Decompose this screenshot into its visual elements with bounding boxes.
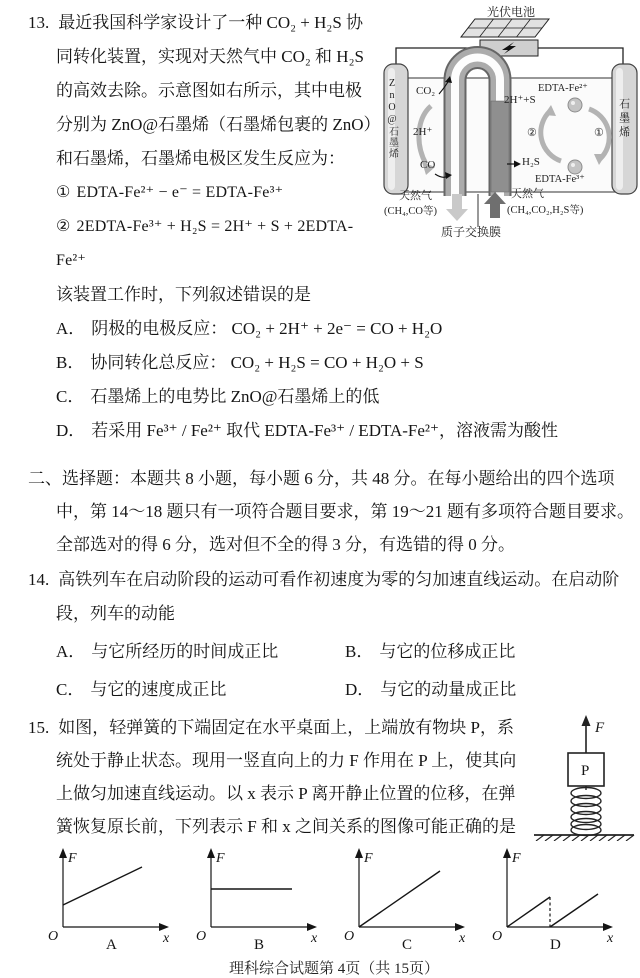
graph-c-letter: C <box>402 937 413 951</box>
left-electrode-label: ZnO@石墨烯 <box>386 78 398 159</box>
q13-option-d-text: 若采用 Fe³⁺ / Fe²⁺ 取代 EDTA-Fe³⁺ / EDTA-Fe²⁺，溶液需为酸性 <box>91 421 559 440</box>
graph-d-f-label: F <box>512 851 521 866</box>
h-plus-label: 2H⁺ <box>413 126 433 138</box>
h2s-label: H₂S <box>522 156 540 168</box>
y-axis-arrow <box>207 848 215 858</box>
x-axis-arrow <box>603 923 613 931</box>
gas-out-arrow-icon <box>446 194 468 221</box>
graph-c-origin-label: O <box>344 929 355 944</box>
q14-option-c-text: 与它的速度成正比 <box>90 680 227 699</box>
q14-option-a <box>56 637 345 667</box>
q14-stem-text: 高铁列车在启动阶段的运动可看作初速度为零的匀加速直线运动。在启动阶段，列车的动能 <box>56 570 620 623</box>
q13-reaction-1-eq: EDTA-Fe²⁺ − e⁻ = EDTA-Fe³⁺ <box>76 184 284 201</box>
graph-b-f-label: F <box>216 851 225 866</box>
q14-option-d-text: 与它的动量成正比 <box>380 680 517 699</box>
membrane-label: 质子交换膜 <box>441 225 502 239</box>
q13-option-d-label: D． <box>56 421 86 440</box>
cycle-step1-label: ① <box>594 127 604 139</box>
q15-spring-figure <box>528 713 640 841</box>
co2-label: CO₂ <box>416 85 436 97</box>
sulfur-ball-top <box>568 98 582 112</box>
graph-c <box>334 845 472 951</box>
q13-number: 13. <box>28 13 50 32</box>
cycle-step2-label: ② <box>527 127 537 139</box>
graph-b-origin-label: O <box>196 929 207 944</box>
force-label: F <box>595 720 605 736</box>
graph-d-letter: D <box>550 937 561 951</box>
q13-option-c-text: 石墨烯上的电势比 ZnO@石墨烯上的低 <box>90 387 380 406</box>
x-axis-arrow <box>307 923 317 931</box>
q13-option-b <box>56 346 640 380</box>
x-axis-arrow <box>455 923 465 931</box>
q13-option-a-label: A． <box>56 319 86 338</box>
graph-b-x-label: x <box>311 931 318 946</box>
graph-d <box>482 845 620 951</box>
q14-option-c <box>56 675 345 705</box>
q13-stem-text: 最近我国科学家设计了一种 CO₂ + H₂S 协同转化装置，实现对天然气中 CO₂ 和 H₂S 的高效去除。示意图如右所示，其中电极分别为 ZnO@石墨烯（石墨烯包裹的 ZnO）和石墨烯，石墨烯电极区发生反应为： <box>56 13 372 168</box>
q13-option-d <box>56 414 640 448</box>
sulfur-ball-bottom <box>568 160 582 174</box>
section-2-heading: 二、选择题：本题共 8 小题，每小题 6 分，共 48 分。在每小题给出的四个选项中，第 14～18 题只有一项符合题目要求，第 19～21 题有多项符合题目要求。全部选对的得 6 分，选对但不全的得 3 分，有选错的得 0 分。 <box>28 469 634 554</box>
q15-number: 15. <box>28 718 50 737</box>
block-p-label: P <box>581 763 590 779</box>
q14-option-d-label: D． <box>345 680 375 699</box>
x-axis-arrow <box>159 923 169 931</box>
q13-option-a-text: 阴极的电极反应： CO₂ + 2H⁺ + 2e⁻ = CO + H₂O <box>91 319 443 338</box>
graph-a-x-label: x <box>163 931 170 946</box>
right-electrode-label: 石墨烯 <box>617 98 630 140</box>
curve-c <box>359 871 440 927</box>
wire-right <box>538 48 623 68</box>
q14-option-b-text: 与它的位移成正比 <box>379 642 516 661</box>
q14-options <box>56 637 640 705</box>
q13-reaction-2-label: ② <box>56 218 71 235</box>
q14-option-c-label: C． <box>56 680 85 699</box>
q13-option-b-text: 协同转化总反应： CO₂ + H₂S = CO + H₂O + S <box>90 353 424 372</box>
graph-a-letter: A <box>106 937 117 951</box>
two-h-plus-s-label: 2H⁺+S <box>504 94 536 106</box>
y-axis-arrow <box>503 848 511 858</box>
spring-coil <box>571 786 601 836</box>
gas-right-label: 天然气 <box>511 188 544 200</box>
graph-b <box>186 845 324 951</box>
edta-fe2-label: EDTA-Fe²⁺ <box>538 83 588 94</box>
q13-option-b-label: B． <box>56 353 85 372</box>
q15-stem-text: 如图，轻弹簧的下端固定在水平桌面上，上端放有物块 P，系统处于静止状态。现用一竖直向上的力 F 作用在 P 上，使其向上做匀加速直线运动。以 x 表示 P 离开静止位置的位移，在弹簧恢复原长前，下列表示 F 和 x 之间关系的图像可能正确的是 <box>56 718 517 836</box>
graph-a <box>38 845 176 951</box>
question-14 <box>28 563 640 705</box>
q14-option-d <box>345 675 640 705</box>
proton-membrane-strip <box>491 101 509 192</box>
solar-panel-icon <box>461 19 549 37</box>
q13-option-c-label: C． <box>56 387 85 406</box>
q13-option-a <box>56 312 640 346</box>
force-arrow <box>582 715 591 753</box>
edta-fe3-label: EDTA-Fe³⁺ <box>535 174 585 185</box>
curve-d-seg2 <box>550 894 598 927</box>
q14-option-a-label: A． <box>56 642 86 661</box>
graph-d-origin-label: O <box>492 929 503 944</box>
q14-number: 14. <box>28 570 50 589</box>
q14-option-b-label: B． <box>345 642 374 661</box>
q13-reaction-1-label: ① <box>56 184 71 201</box>
gas-right-formula-label: (CH₄,CO₂,H₂S等) <box>507 205 584 216</box>
solar-cell-label: 光伏电池 <box>486 5 535 19</box>
q13-option-c <box>56 380 640 414</box>
curve-a <box>63 867 142 905</box>
gas-left-label: 天然气 <box>399 190 432 202</box>
y-axis-arrow <box>355 848 363 858</box>
graph-d-x-label: x <box>607 931 614 946</box>
q14-stem <box>28 563 640 631</box>
graph-b-letter: B <box>254 937 265 951</box>
q14-option-a-text: 与它所经历的时间成正比 <box>91 642 279 661</box>
gas-left-formula-label: (CH₄,CO等) <box>384 206 437 217</box>
graph-a-origin-label: O <box>48 929 59 944</box>
q15-graphs <box>38 845 640 951</box>
graph-a-f-label: F <box>68 851 77 866</box>
y-axis-arrow <box>59 848 67 858</box>
graph-c-x-label: x <box>459 931 466 946</box>
co-label: CO <box>420 159 436 171</box>
page-footer: 理科综合试题第 4页（共 15页） <box>228 961 439 977</box>
question-15 <box>28 711 640 951</box>
question-13 <box>28 6 640 448</box>
q13-question-line: 该装置工作时，下列叙述错误的是 <box>56 285 311 304</box>
q13-reaction-2-eq: 2EDTA-Fe³⁺ + H₂S = 2H⁺ + S + 2EDTA-Fe²⁺ <box>56 218 354 269</box>
curve-d-seg1 <box>507 897 550 927</box>
graph-c-f-label: F <box>364 851 373 866</box>
q13-device-figure <box>383 6 638 244</box>
q14-option-b <box>345 637 640 667</box>
